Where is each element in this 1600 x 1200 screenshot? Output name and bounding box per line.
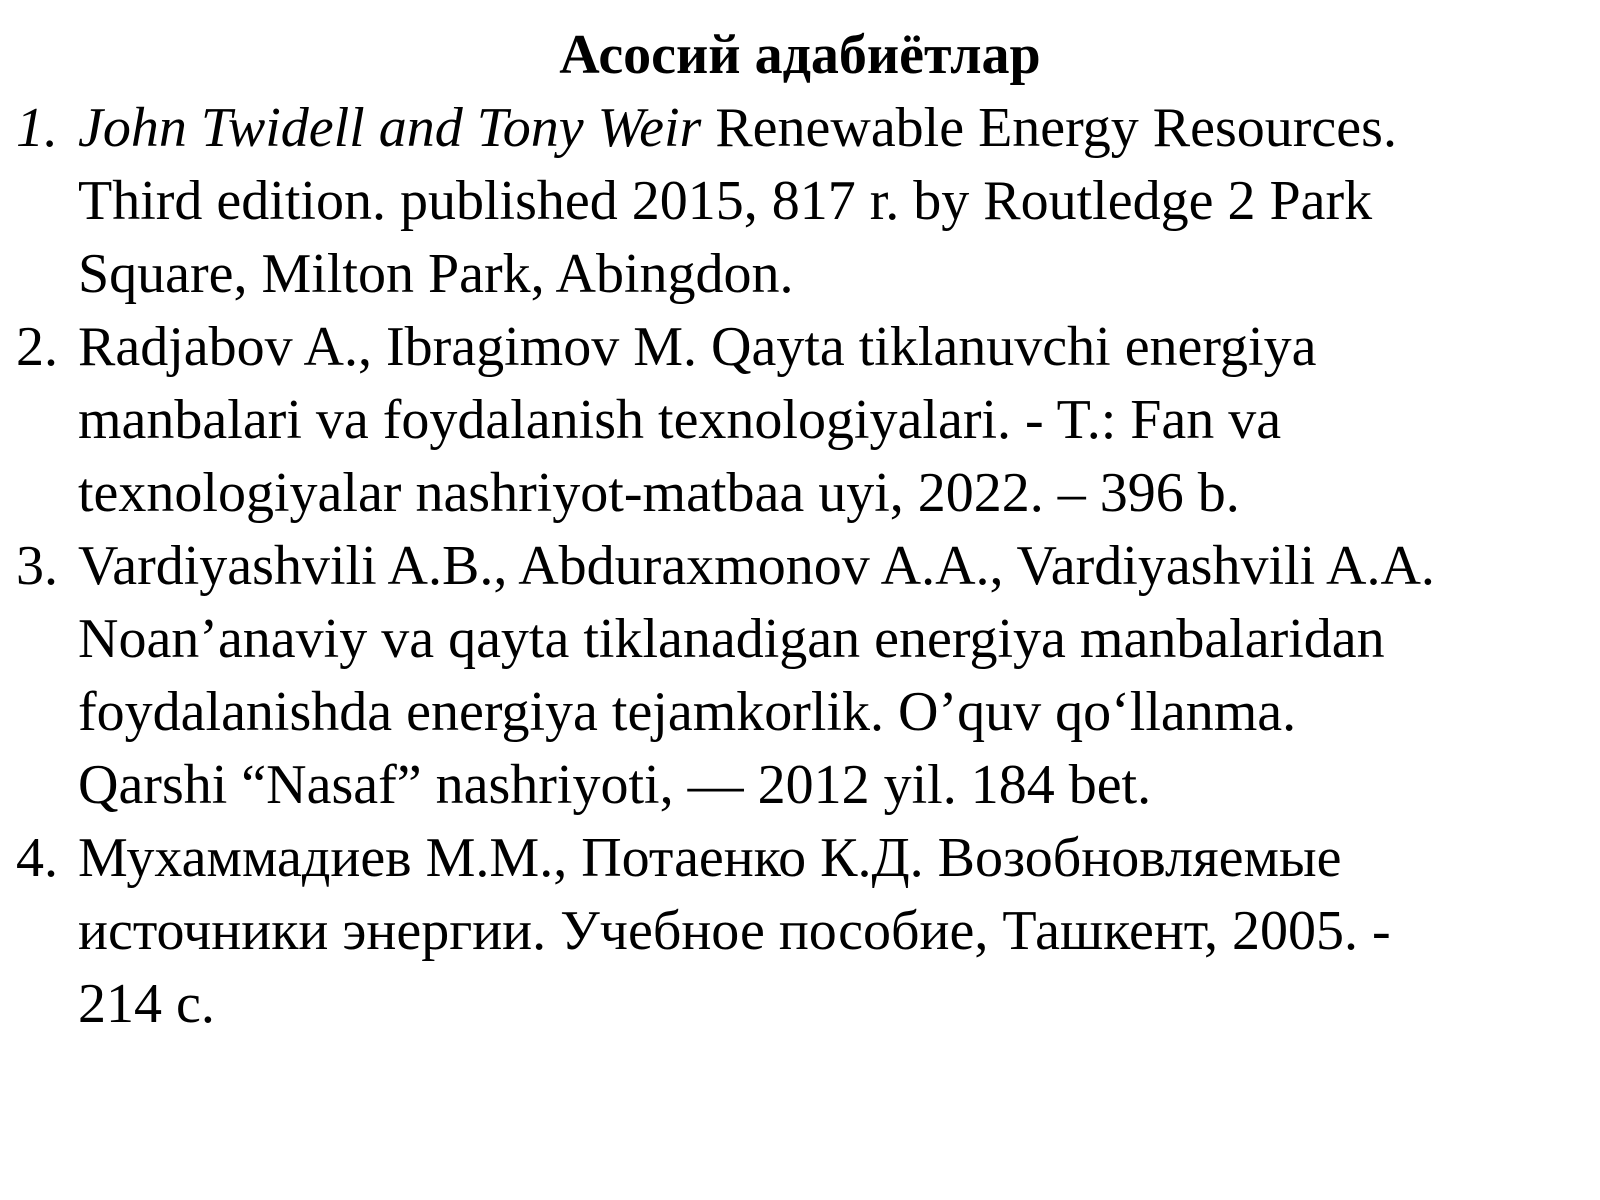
reference-line: texnologiyalar nashriyot-matbaa uyi, 2022. – 396 b. — [78, 462, 1240, 524]
reference-number: 2. — [16, 316, 58, 378]
reference-line: foydalanishda energiya tejamkorlik. O’quv qo‘llanma. — [78, 681, 1297, 743]
reference-number: 1. — [16, 97, 58, 159]
reference-line: manbalari va foydalanish texnologiyalari. - T.: Fan va — [78, 389, 1282, 451]
reference-item-3 — [16, 530, 1586, 822]
reference-item-1 — [16, 92, 1586, 311]
reference-item-4 — [16, 822, 1586, 1041]
reference-number: 3. — [16, 535, 58, 597]
reference-line: Мухаммадиев М.М., Потаенко К.Д. Возобновляемые — [78, 827, 1342, 889]
reference-number: 4. — [16, 827, 58, 889]
reference-list — [16, 92, 1586, 1041]
page-title: Асосий адабиётлар — [559, 24, 1041, 86]
reference-line: источники энергии. Учебное пособие, Ташкент, 2005. - — [78, 900, 1391, 962]
reference-author: John Twidell and Tony Weir — [78, 97, 702, 159]
reference-line: Square, Milton Park, Abingdon. — [78, 243, 794, 305]
reference-text: Renewable Energy Resources. — [701, 97, 1397, 159]
reference-line: Radjabov A., Ibragimov M. Qayta tiklanuvchi energiya — [78, 316, 1317, 378]
reference-line: Qarshi “Nasaf” nashriyoti, — 2012 yil. 184 bet. — [78, 754, 1152, 816]
reference-line — [78, 92, 1586, 165]
reference-line: Third edition. published 2015, 817 r. by Routledge 2 Park — [78, 170, 1373, 232]
reference-line: Vardiyashvili A.B., Abduraxmonov A.A., Vardiyashvili A.A. — [78, 535, 1435, 597]
reference-line: Noan’anaviy va qayta tiklanadigan energiya manbalaridan — [78, 608, 1385, 670]
reference-line: 214 с. — [78, 973, 215, 1035]
reference-item-2 — [16, 311, 1586, 530]
